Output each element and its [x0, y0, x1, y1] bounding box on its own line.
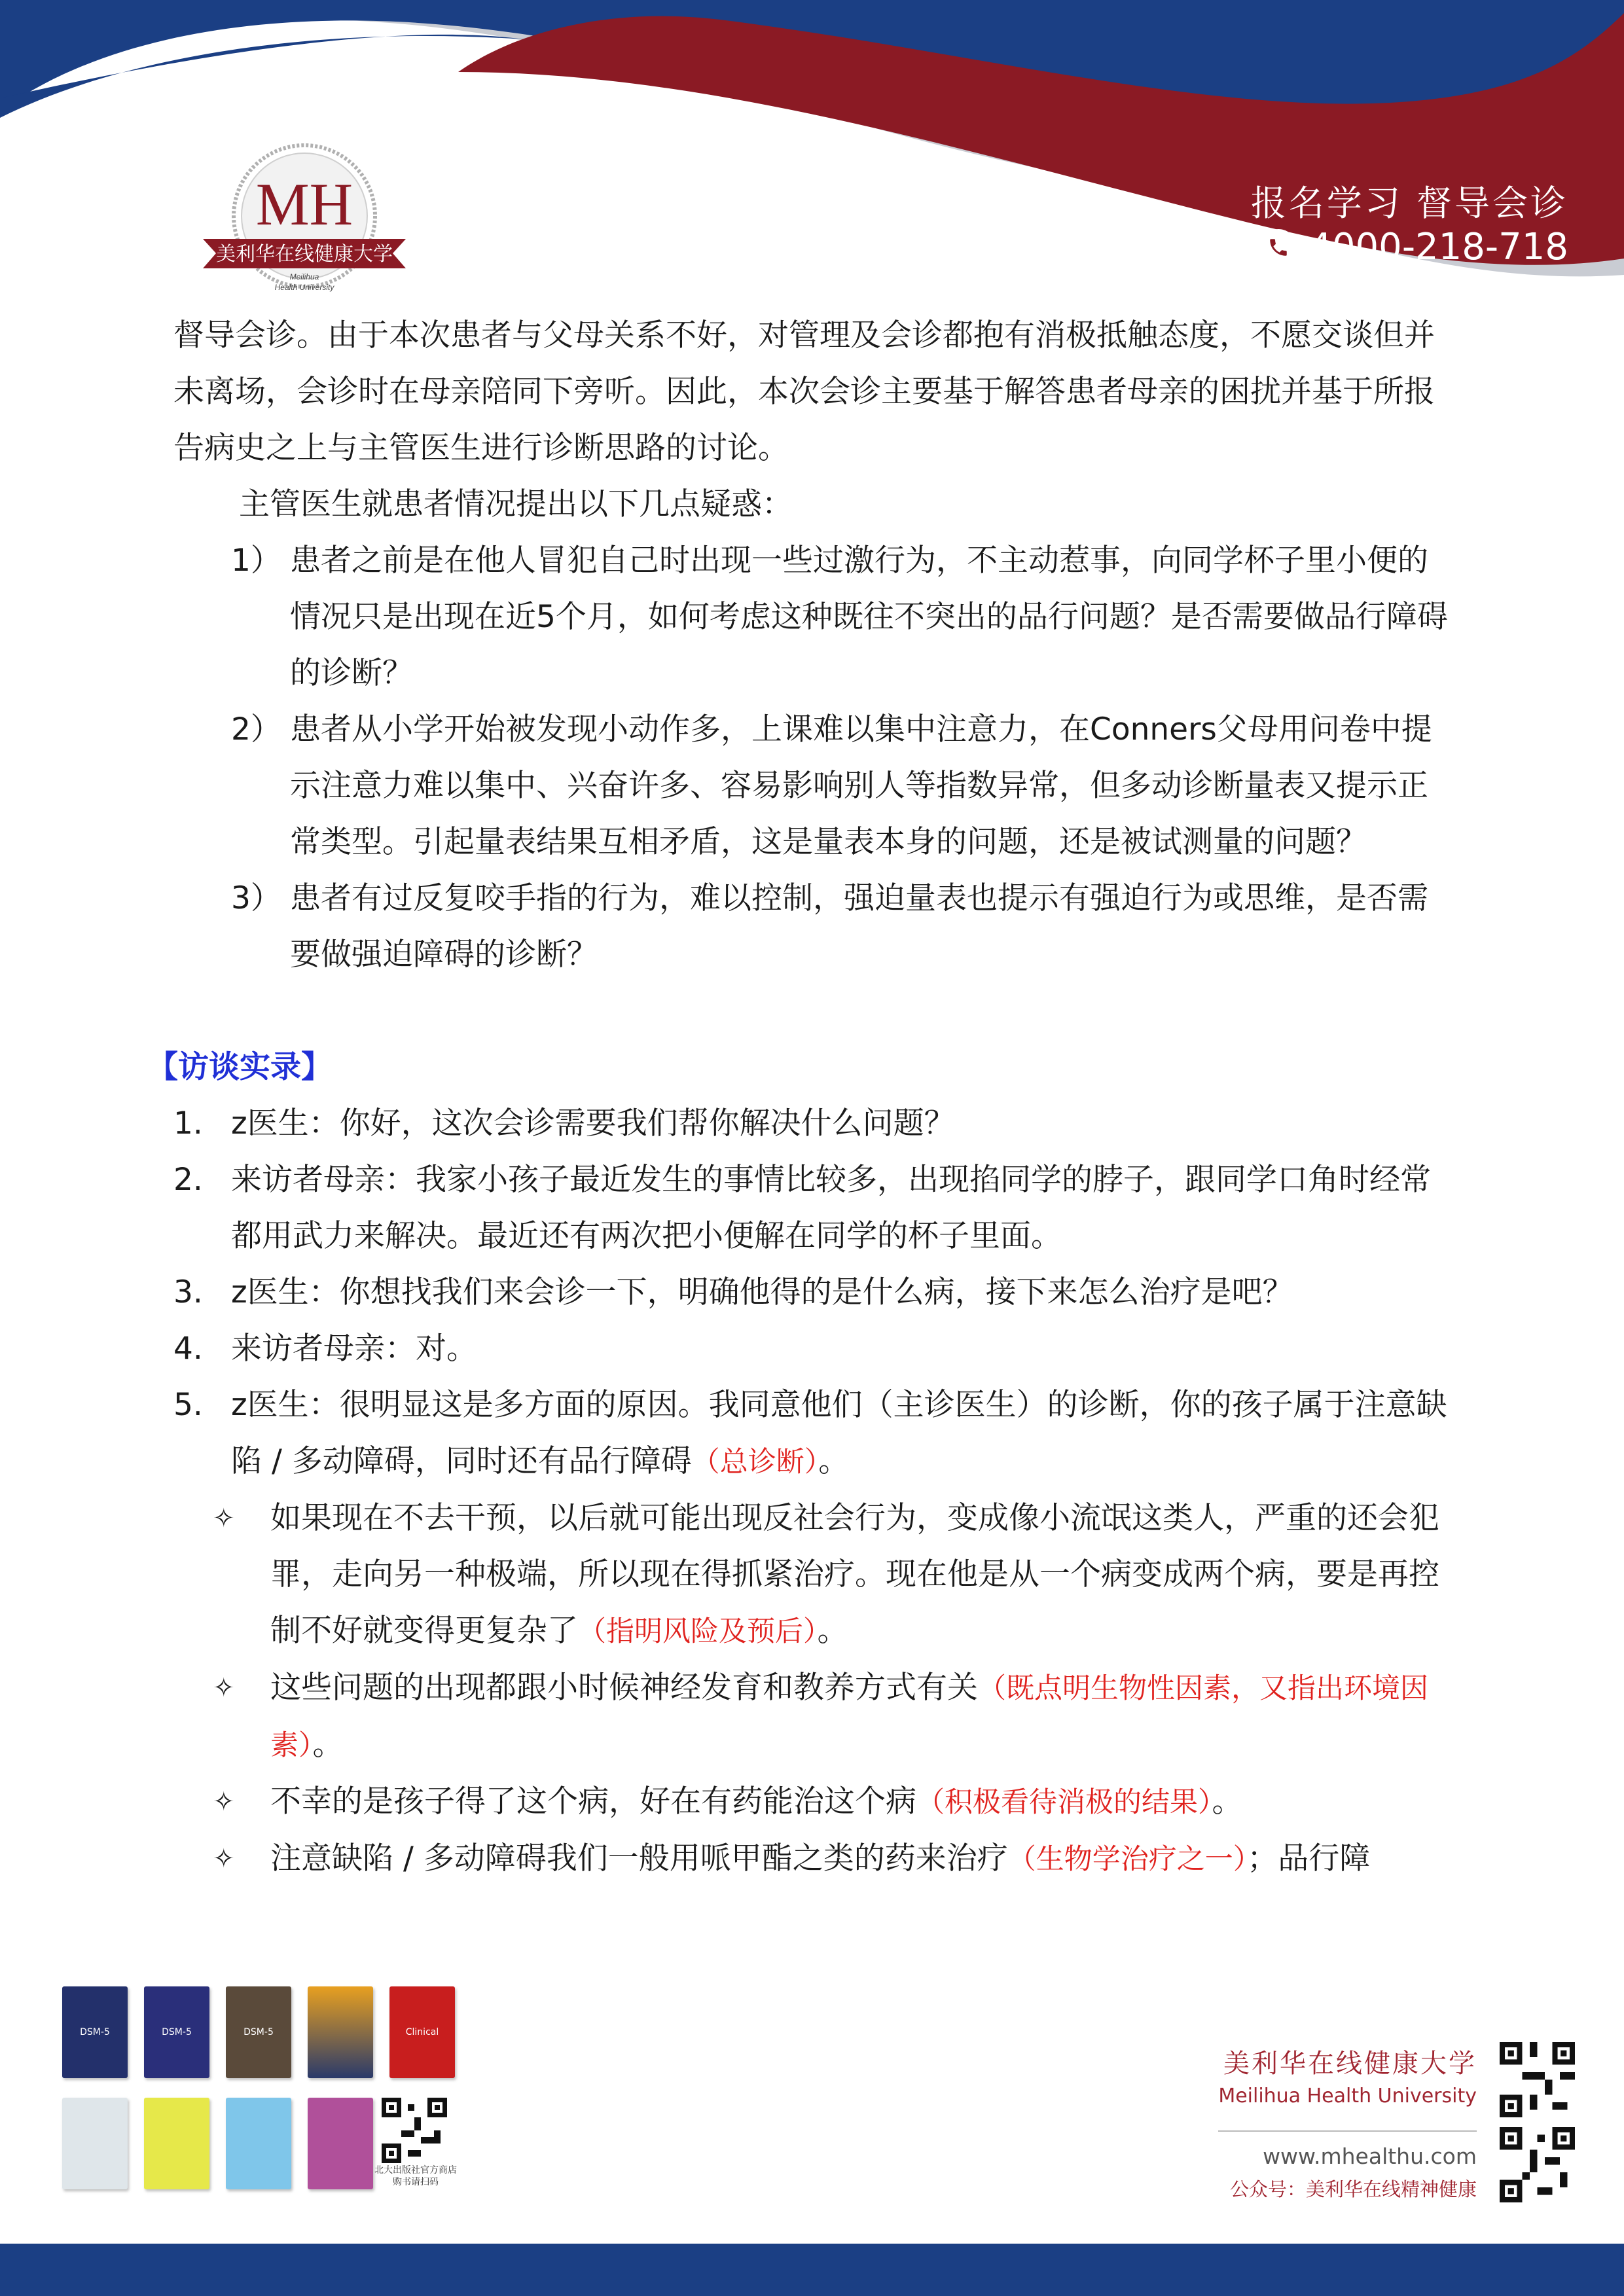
dialog-item [173, 1096, 1456, 1152]
annotation-note: （生物学治疗之一） [1007, 1843, 1248, 1876]
question-number: 3） [231, 880, 281, 916]
question-text: 患者之前是在他人冒犯自己时出现一些过激行为，不主动惹事，向同学杯子里小便的情况只是出现在近5个月，如何考虑这种既往不突出的品行问题？是否需要做品行障碍的诊断？ [290, 543, 1448, 691]
questions-lead: 主管医生就患者情况提出以下几点疑惑： [239, 486, 793, 522]
annotation-note: （既点明生物性因素，又指出环境因素） [270, 1672, 1428, 1762]
logo-name-cn: 美利华在线健康大学 [216, 243, 393, 265]
annotation-note: （指明风险及预后） [578, 1615, 818, 1648]
qr-caption-line: 北大出版社官方商店 [374, 2165, 457, 2176]
annotation-note: （总诊断） [691, 1446, 819, 1479]
website-qr-code[interactable] [1500, 2042, 1575, 2117]
question-text: 患者从小学开始被发现小动作多，上课难以集中注意力，在Conners父母用问卷中提示注意力难以集中、兴奋许多、容易影响别人等指数异常，但多动诊断量表又提示正常类型。引起量表结果互相矛盾，这是量表本身的问题，还是被试测量的问题？ [290, 711, 1432, 860]
book-cover[interactable] [144, 2098, 209, 2189]
logo-name-en-1: Meilihua [289, 272, 319, 281]
dialog-number: 2. [173, 1162, 203, 1198]
dialog-item [173, 1152, 1456, 1265]
dialog-tail: 。 [818, 1443, 850, 1479]
interview-list [173, 1096, 1456, 1490]
questions-list [173, 533, 1456, 983]
dialog-number: 4. [173, 1331, 203, 1367]
dialog-text: z医生：你想找我们来会诊一下，明确他得的是什么病，接下来怎么治疗是吧？ [231, 1274, 1293, 1310]
bullet-text: 注意缺陷 / 多动障碍我们一般用哌甲酯之类的药来治疗 [270, 1840, 1008, 1876]
bottom-bar [0, 2244, 1624, 2296]
bullet-item [173, 1490, 1456, 1660]
dialog-item [173, 1321, 1456, 1377]
qr-caption-line: 购书请扫码 [393, 2177, 439, 2187]
diamond-bullet-icon: ✧ [213, 1787, 235, 1817]
dialog-text: z医生：你好，这次会诊需要我们帮你解决什么问题？ [231, 1105, 955, 1141]
bullet-tail: 。 [312, 1727, 344, 1763]
qr-caption [370, 2164, 461, 2188]
book-cover[interactable] [308, 2098, 373, 2189]
phone-icon [1260, 229, 1297, 266]
question-item [173, 702, 1456, 870]
dialog-number: 1. [173, 1105, 203, 1141]
question-item [173, 533, 1456, 702]
wechat-qr-code[interactable] [1500, 2127, 1575, 2202]
book-cover[interactable]: DSM-5 [144, 1986, 209, 2078]
question-text: 患者有过反复咬手指的行为，难以控制，强迫量表也提示有强迫行为或思维，是否需要做强迫障碍的诊断？ [290, 880, 1428, 973]
explanation-bullets [173, 1490, 1456, 1888]
diamond-bullet-icon: ✧ [213, 1844, 235, 1874]
book-cover[interactable] [308, 1986, 373, 2078]
logo-monogram: MH [255, 171, 353, 238]
dialog-number: 3. [173, 1274, 203, 1310]
bullet-text: 如果现在不去干预，以后就可能出现反社会行为，变成像小流氓这类人，严重的还会犯罪，走向另一种极端，所以现在得抓紧治疗。现在他是从一个病变成两个病，要是再控制不好就变得更复杂了 [270, 1500, 1439, 1649]
diamond-bullet-icon: ✧ [213, 1503, 235, 1534]
document-body [147, 308, 1456, 1888]
university-logo [196, 141, 412, 298]
wechat-account: 公众号：美利华在线精神健康 [1229, 2178, 1477, 2200]
brand-name-en: Meilihua Health University [1218, 2085, 1477, 2108]
book-cover[interactable]: DSM-5 [62, 1986, 128, 2078]
logo-name-en-2: Health University [274, 283, 334, 292]
phone-number: 4000-218-718 [1308, 226, 1568, 268]
bullet-tail: ；品行障 [1247, 1840, 1371, 1876]
website-link[interactable]: www.mhealthu.com [1218, 2130, 1477, 2176]
header-tagline: 报名学习 督导会诊 [1250, 183, 1568, 224]
dialog-text: 来访者母亲：对。 [231, 1331, 477, 1367]
bookstore-qr-code[interactable] [382, 2098, 447, 2163]
book-cover[interactable] [226, 2098, 291, 2189]
bullet-tail: 。 [1212, 1784, 1243, 1820]
annotation-note: （积极看待消极的结果） [916, 1786, 1212, 1819]
dialog-number: 5. [173, 1387, 203, 1423]
dialog-text: 来访者母亲：我家小孩子最近发生的事情比较多，出现掐同学的脖子，跟同学口角时经常都用武力来解决。最近还有两次把小便解在同学的杯子里面。 [231, 1162, 1431, 1254]
intro-paragraph: 督导会诊。由于本次患者与父母关系不好，对管理及会诊都抱有消极抵触态度，不愿交谈但并未离场，会诊时在母亲陪同下旁听。因此，本次会诊主要基于解答患者母亲的困扰并基于所报告病史之上与主管医生进行诊断思路的讨论。 [173, 317, 1435, 466]
book-cover[interactable]: DSM-5 [226, 1986, 291, 2078]
bullet-text: 这些问题的出现都跟小时候神经发育和教养方式有关 [270, 1670, 978, 1706]
question-number: 1） [231, 543, 281, 579]
dialog-item [173, 1377, 1456, 1490]
bullet-text: 不幸的是孩子得了这个病，好在有药能治这个病 [270, 1784, 916, 1820]
question-number: 2） [231, 711, 281, 747]
dialog-text: z医生：很明显这是多方面的原因。我同意他们（主诊医生）的诊断，你的孩子属于注意缺陷 / 多动障碍，同时还有品行障碍 [231, 1387, 1447, 1479]
bullet-item [173, 1831, 1456, 1888]
bullet-tail: 。 [817, 1613, 848, 1649]
dialog-item [173, 1265, 1456, 1321]
book-cover[interactable] [62, 2098, 128, 2189]
header-phone[interactable] [1260, 226, 1568, 268]
bullet-item [173, 1774, 1456, 1831]
bullet-item [173, 1660, 1456, 1774]
book-cover[interactable]: Clinical [389, 1986, 455, 2078]
question-item [173, 870, 1456, 983]
interview-section-title: 【访谈实录】 [147, 1049, 332, 1085]
footer-brand [1218, 2045, 1477, 2202]
diamond-bullet-icon: ✧ [213, 1673, 235, 1703]
brand-name-cn: 美利华在线健康大学 [1223, 2049, 1477, 2079]
